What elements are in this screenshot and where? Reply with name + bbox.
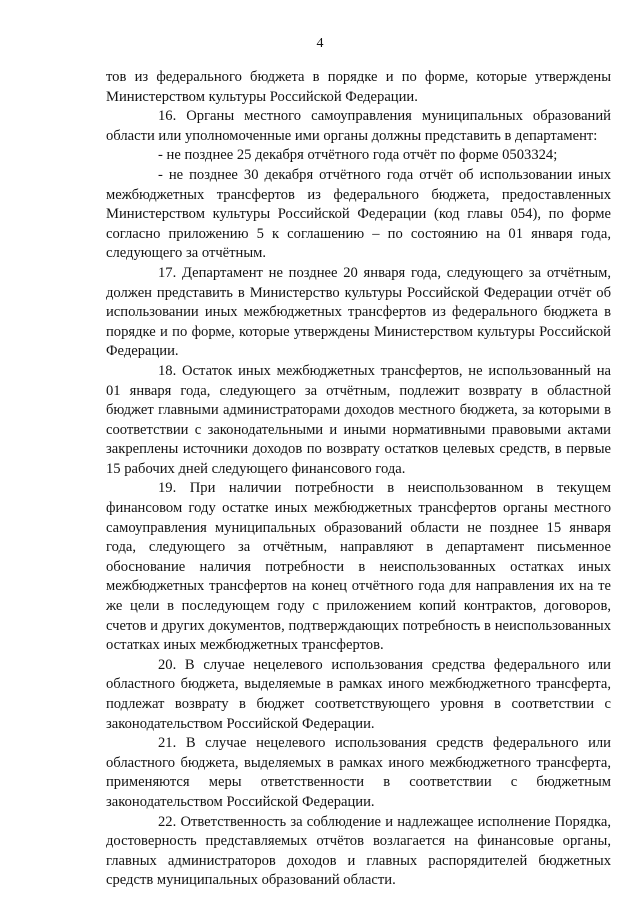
document-body [106,68,611,891]
paragraph-22: 22. Ответственность за соблюдение и надлежащее исполнение Порядка, достоверность представляемых отчётов возлагается на финансовые органы, главных администраторов доходов и главных распорядителей бюджетных средств муниципальных образований области. [106,813,611,889]
paragraph-16: 16. Органы местного самоуправления муниципальных образований области или уполномоченные ими органы должны представить в департамент: [106,108,611,144]
page-number: 4 [316,36,324,51]
paragraph-16-item-2: - не позднее 30 декабря отчётного года отчёт об использовании иных межбюджетных трансфертов из федерального бюджета, предоставленных Министерством культуры Российской Федерации (код главы 054), по форме согласно приложению 5 к соглашению – по состоянию на 01 января года, следующего за отчётным. [106,166,611,262]
paragraph-21: 21. В случае нецелевого использования средств федерального или областного бюджета, выделяемых в рамках иного межбюджетного трансферта, применяются меры ответственности в соответствии с бюджетным законодательством Российской Федерации. [106,735,611,810]
paragraph-20: 20. В случае нецелевого использования средства федерального или областного бюджета, выделяемые в рамках иного межбюджетного трансферта, подлежат возврату в бюджет соответствующего уровня в соответствии с законодательством Российской Федерации. [106,656,611,732]
paragraph-17: 17. Департамент не позднее 20 января года, следующего за отчётным, должен представить в Министерство культуры Российской Федерации отчёт об использовании иных межбюджетных трансфертов из федерального бюджета в порядке и по форме, которые утверждены Министерством культуры Российской Федерации. [106,264,611,360]
paragraph-16-item-1: - не позднее 25 декабря отчётного года отчёт по форме 0503324; [158,147,558,164]
paragraph-19: 19. При наличии потребности в неиспользованном в текущем финансовом году остатке иных межбюджетных трансфертов органы местного самоуправления муниципальных образований области не позднее 15 января года, следующего за отчётным, направляют в департамент письменное обоснование наличия потребности в неиспользованных остатках иных межбюджетных трансфертов на конец отчётного года для направления их на те же цели в последующем году с приложением копий контрактов, договоров, счетов и других документов, подтверждающих потребность в неиспользованных остатках иных межбюджетных трансфертов. [106,480,611,654]
paragraph-18: 18. Остаток иных межбюджетных трансфертов, не использованный на 01 января года, следующего за отчётным, подлежит возврату в областной бюджет главными администраторами доходов местного бюджета, за которыми в соответствии с законодательными и иными нормативными правовыми актами закреплены источники доходов по возврату остатков целевых средств, в первые 15 рабочих дней следующего финансового года. [106,362,611,477]
paragraph-continuation: тов из федерального бюджета в порядке и по форме, которые утверждены Министерством культуры Российской Федерации. [106,69,611,105]
